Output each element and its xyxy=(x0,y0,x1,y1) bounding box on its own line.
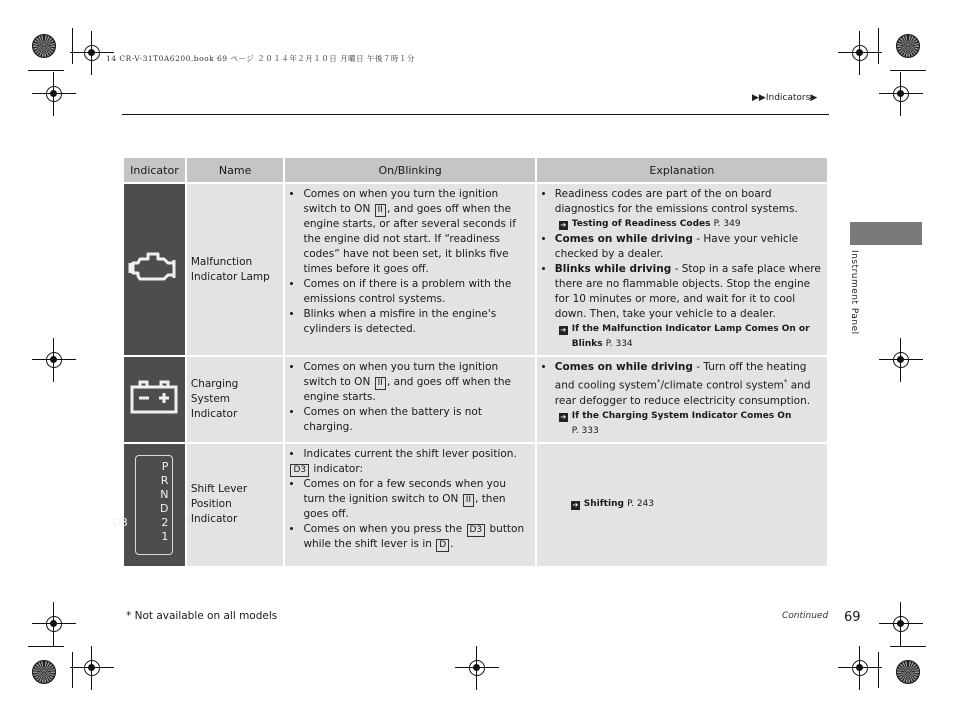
text: Indicates current the shift lever position. xyxy=(303,447,517,460)
shift-letter: N xyxy=(160,487,169,501)
reference-arrow-icon: ➔ xyxy=(560,221,567,229)
on-blinking-cell xyxy=(285,184,534,355)
registration-rosette-top-right xyxy=(896,34,920,58)
crosshair-mark-bottom-right xyxy=(848,656,872,680)
text: , and goes off when the engine starts. xyxy=(303,376,511,403)
reference-page: P. 349 xyxy=(713,219,741,229)
ignition-on-key: II xyxy=(375,377,386,390)
d3-indicator-line xyxy=(289,462,530,477)
text: Comes on for a few seconds when you turn the ignition switch to ON xyxy=(303,477,506,505)
reference-title: Testing of Readiness Codes xyxy=(571,219,711,229)
list-item xyxy=(303,360,530,405)
text: - Stop in a safe place where there are no flammable objects. Stop the engine for 10 minutes or more, and wait for it to cool down. Then, take your vehicle to a dealer. xyxy=(554,263,821,320)
crosshair-mark-top-left-2 xyxy=(42,82,66,106)
text: , then goes off. xyxy=(303,492,506,520)
text: /climate control system xyxy=(660,379,784,392)
reference-title: Shifting xyxy=(583,499,624,509)
crosshair-mark-bottom-right-2 xyxy=(889,612,913,636)
d3-key: D3 xyxy=(467,524,486,537)
crop-line xyxy=(890,646,926,647)
on-blinking-cell xyxy=(285,357,534,442)
list-item xyxy=(555,262,823,322)
reference-page: P. 334 xyxy=(605,339,633,349)
reference-page: P. 333 xyxy=(571,425,599,436)
text: indicator: xyxy=(310,462,364,475)
crop-line xyxy=(72,28,73,64)
column-header: Name xyxy=(187,158,284,182)
crosshair-mark-left-middle xyxy=(42,348,66,372)
breadcrumb xyxy=(752,93,817,103)
reference-link[interactable] xyxy=(559,217,823,232)
reference-arrow-icon: ➔ xyxy=(572,501,579,509)
shift-letter: P xyxy=(161,459,169,473)
table-row xyxy=(124,357,827,442)
ignition-on-key: II xyxy=(375,204,386,217)
explanation-cell xyxy=(537,357,827,442)
page-number: 69 xyxy=(844,610,861,625)
table-header-row xyxy=(124,158,827,182)
indicator-icon-cell xyxy=(124,184,185,355)
table-row xyxy=(124,444,827,566)
indicator-table xyxy=(112,156,829,568)
crosshair-mark-top-right-2 xyxy=(889,82,913,106)
list-item xyxy=(303,477,530,522)
reference-arrow-icon: ➔ xyxy=(560,412,567,421)
indicator-name: Charging System Indicator xyxy=(187,357,284,442)
engine-icon xyxy=(128,247,180,287)
d3-key: D3 xyxy=(290,464,309,477)
indicator-name: Shift Lever Position Indicator xyxy=(187,444,284,566)
shift-letter: 2 xyxy=(161,515,169,529)
footnote-marker: * xyxy=(783,378,788,386)
registration-rosette-top-left xyxy=(32,34,56,58)
shift-letter: D xyxy=(159,501,169,515)
crop-line xyxy=(890,70,926,71)
registration-rosette-bottom-right xyxy=(896,660,920,684)
crosshair-mark-bottom-left xyxy=(80,656,104,680)
crop-line xyxy=(28,646,64,647)
battery-icon xyxy=(129,379,179,415)
crosshair-mark-bottom-center xyxy=(465,656,489,680)
text: and rear defogger to reduce electricity consumption. xyxy=(554,379,811,407)
list-item: • Readiness codes are part of the on board diagnostics for the emissions control systems. xyxy=(555,187,823,217)
table-row xyxy=(124,184,827,355)
list-item xyxy=(303,447,530,462)
reference-title: Blinks xyxy=(571,339,603,349)
d-key: D xyxy=(436,539,449,552)
text: . xyxy=(450,537,454,550)
crosshair-mark-top-left xyxy=(80,41,104,65)
crop-line xyxy=(72,652,73,688)
column-header: Indicator xyxy=(124,158,185,182)
continued-label: Continued xyxy=(782,611,829,621)
indicator-name: Malfunction Indicator Lamp xyxy=(187,184,284,355)
breadcrumb-label: Indicators xyxy=(765,93,811,103)
footnote-marker: * xyxy=(656,378,661,386)
column-header: Explanation xyxy=(537,158,827,182)
bold-text: Comes on while driving xyxy=(554,233,693,245)
reference-title: If the Charging System Indicator Comes On xyxy=(571,410,792,421)
crosshair-mark-top-right xyxy=(848,41,872,65)
crosshair-mark-right-middle xyxy=(889,348,913,372)
shift-letter: R xyxy=(160,473,169,487)
d3-label: D3 xyxy=(112,515,128,529)
indicator-icon-cell xyxy=(112,444,185,566)
crosshair-mark-bottom-left-2 xyxy=(42,612,66,636)
list-item xyxy=(303,522,530,552)
crop-line xyxy=(878,28,879,64)
reference-link[interactable] xyxy=(559,409,823,439)
crop-line xyxy=(28,70,64,71)
list-item: • Blinks when a misfire in the engine's cylinders is detected. xyxy=(303,307,530,337)
bold-text: Comes on while driving xyxy=(554,361,693,373)
text: Comes on when you turn the ignition switch to ON xyxy=(303,361,499,388)
list-item xyxy=(555,232,823,262)
footnote: * Not available on all models xyxy=(126,610,278,622)
text: - Turn off the heating and cooling system xyxy=(554,361,807,392)
ignition-on-key: II xyxy=(463,494,474,507)
section-tab xyxy=(850,222,922,245)
reference-arrow-icon: ➔ xyxy=(560,326,567,334)
list-item xyxy=(303,187,530,277)
shift-letter: 1 xyxy=(161,529,169,543)
reference-link[interactable] xyxy=(559,322,823,352)
text: , and goes off when the engine starts, or after several seconds if the engine did not start. If “readiness codes” have not been set, it blinks five times before it goes off. xyxy=(303,203,516,275)
indicator-icon-cell xyxy=(124,357,185,442)
shift-position-icon xyxy=(112,455,173,555)
text: button while the shift lever is in xyxy=(303,522,525,550)
explanation-cell xyxy=(537,444,827,566)
reference-link[interactable] xyxy=(571,497,823,512)
reference-page: P. 243 xyxy=(627,499,655,509)
header-rule xyxy=(122,114,829,115)
print-header: 14 CR-V-31T0A6200.book 69 ページ ２０１４年２月１０日 月曜日 午後７時１分 xyxy=(106,54,415,63)
section-tab-label: Instrument Panel xyxy=(849,250,859,335)
list-item: • Comes on when the battery is not charging. xyxy=(303,405,530,435)
reference-title: If the Malfunction Indicator Lamp Comes On or xyxy=(571,324,810,334)
on-blinking-cell xyxy=(285,444,534,566)
breadcrumb-arrow-icon: ▶ xyxy=(810,93,818,103)
registration-rosette-bottom-left xyxy=(32,660,56,684)
bold-text: Blinks while driving xyxy=(554,263,672,275)
text: Comes on when you turn the ignition switch to ON xyxy=(303,188,499,215)
explanation-cell xyxy=(537,184,827,355)
crop-line xyxy=(878,652,879,688)
text: - Have your vehicle checked by a dealer. xyxy=(554,233,799,260)
list-item xyxy=(555,360,823,409)
column-header: On/Blinking xyxy=(285,158,534,182)
text: Comes on when you press the xyxy=(303,522,466,535)
breadcrumb-arrows-icon: ▶▶ xyxy=(752,93,766,103)
list-item: • Comes on if there is a problem with the emissions control systems. xyxy=(303,277,530,307)
